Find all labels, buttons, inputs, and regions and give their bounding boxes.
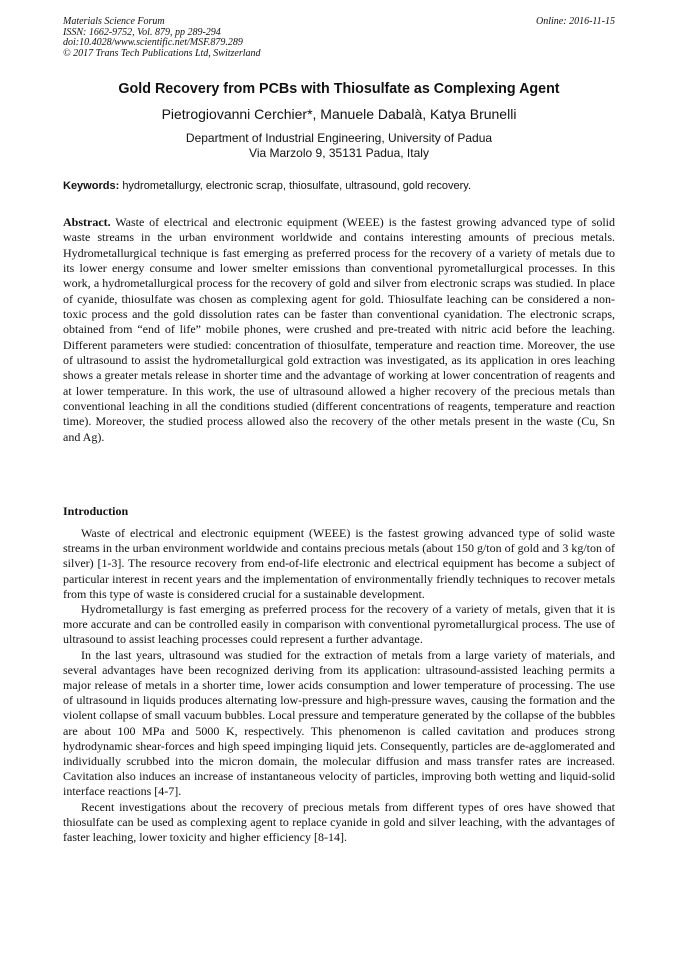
- author-list: Pietrogiovanni Cerchier*, Manuele Dabalà, Katya Brunelli: [161, 106, 517, 122]
- intro-paragraph: In the last years, ultrasound was studied for the extraction of metals from a large variety of materials, and several advantages have been recognized deriving from its application: ultrasound-assisted leaching permits a major release of metals in a shorter time, lower acids consumption and lower temperature of processing. The use of ultrasound in liquids produces alternating low-pressure and high-pressure waves, causing the formation and the violent collapse of small vacuum bubbles. Local pressure and temperature generated by the collapse of the bubbles are about 100 MPa and 5000 K, respectively. This phenomenon is called cavitation and produces strong hydrodynamic shear-forces and high speed impinging liquid jets. Consequently, particles are de-agglomerated and individually scrubbed into the micron domain, the molecular diffusion and mass transfer rates are increased. Cavitation also induces an increase of instantaneous velocity of particles, improving both wetting and liquid-solid interface reactions [4-7].: [63, 647, 615, 799]
- keywords-label: Keywords:: [63, 180, 120, 192]
- abstract: [63, 215, 615, 445]
- intro-paragraph: Waste of electrical and electronic equipment (WEEE) is the fastest growing advanced type of solid waste streams in the urban environment worldwide and contains precious metals (about 150 g/ton of gold and 3 kg/ton of silver) [1-3]. The resource recovery from end-of-life electronic and electrical equipment has become a subject of particular interest in recent years and the implementation of environmentally friendly techniques to recover metals from this type of waste is considered crucial for a sustainable development.: [63, 526, 615, 601]
- affiliation-address: Via Marzolo 9, 35131 Padua, Italy: [249, 146, 429, 160]
- intro-paragraph: Recent investigations about the recovery of precious metals from different types of ores have showed that thiosulfate can be used as complexing agent to replace cyanide in gold and silver leaching, with the advantages of faster leaching, lower toxicity and higher efficiency [8-14].: [63, 799, 615, 845]
- intro-paragraph: Hydrometallurgy is fast emerging as preferred process for the recovery of a variety of metals, given that it is more accurate and can be controlled easily in comparison with conventional pyrometallurgical process. The use of ultrasound to assist leaching processes could represent a further advantage.: [63, 602, 615, 647]
- journal-name: Materials Science Forum: [63, 16, 165, 27]
- doi-line: doi:10.4028/www.scientific.net/MSF.879.289: [63, 37, 243, 49]
- online-date: Online: 2016-11-15: [536, 16, 615, 27]
- copyright-line: © 2017 Trans Tech Publications Ltd, Switzerland: [63, 47, 261, 59]
- keywords: [63, 180, 615, 192]
- abstract-text: Waste of electrical and electronic equipment (WEEE) is the fastest growing advanced type of solid waste streams in the urban environment worldwide and contains interesting amounts of precious metals. Hydrometallurgical technique is fast emerging as preferred process for the recovery of a variety of metals due to its lower energy consume and lower smelter emissions than conventional pyrometallurgical processes. In this work, a hydrometallurgical process for the recovery of gold and silver from electronic scraps was studied. In place of cyanide, thiosulfate was chosen as complexing agent for gold. Thiosulfate leaching can be considered a non-toxic process and the gold dissolution rates can be faster than conventional cyanidation. The electronic scraps, obtained from “end of life” mobile phones, were crushed and pre-treated with nitric acid before the leaching. Different parameters were studied: concentration of thiosulfate, temperature and reaction time. Moreover, the use of ultrasound to assist the hydrometallurgical gold extraction was investigated, as its application in ores leaching shows a greater metals release in shorter time and the advantage of working at lower concentration of reagents and at lower temperature. In this work, the use of ultrasound allowed a higher recovery of the precious metals than conventional leaching in all the conditions studied (different concentrations of reagents, temperature and reaction time). Moreover, the studied process allowed also the recovery of the other metals present in the waste (Cu, Sn and Ag).: [63, 215, 615, 444]
- introduction-body: [63, 526, 615, 845]
- issn-line: ISSN: 1662-9752, Vol. 879, pp 289-294: [63, 26, 221, 38]
- abstract-label: Abstract.: [63, 215, 111, 229]
- section-heading-introduction: Introduction: [63, 504, 129, 518]
- paper-title: Gold Recovery from PCBs with Thiosulfate as Complexing Agent: [118, 81, 560, 97]
- affiliation-department: Department of Industrial Engineering, University of Padua: [185, 131, 493, 145]
- keywords-text: hydrometallurgy, electronic scrap, thiosulfate, ultrasound, gold recovery.: [122, 180, 472, 192]
- affiliation: [40, 131, 638, 161]
- journal-header: [63, 17, 615, 59]
